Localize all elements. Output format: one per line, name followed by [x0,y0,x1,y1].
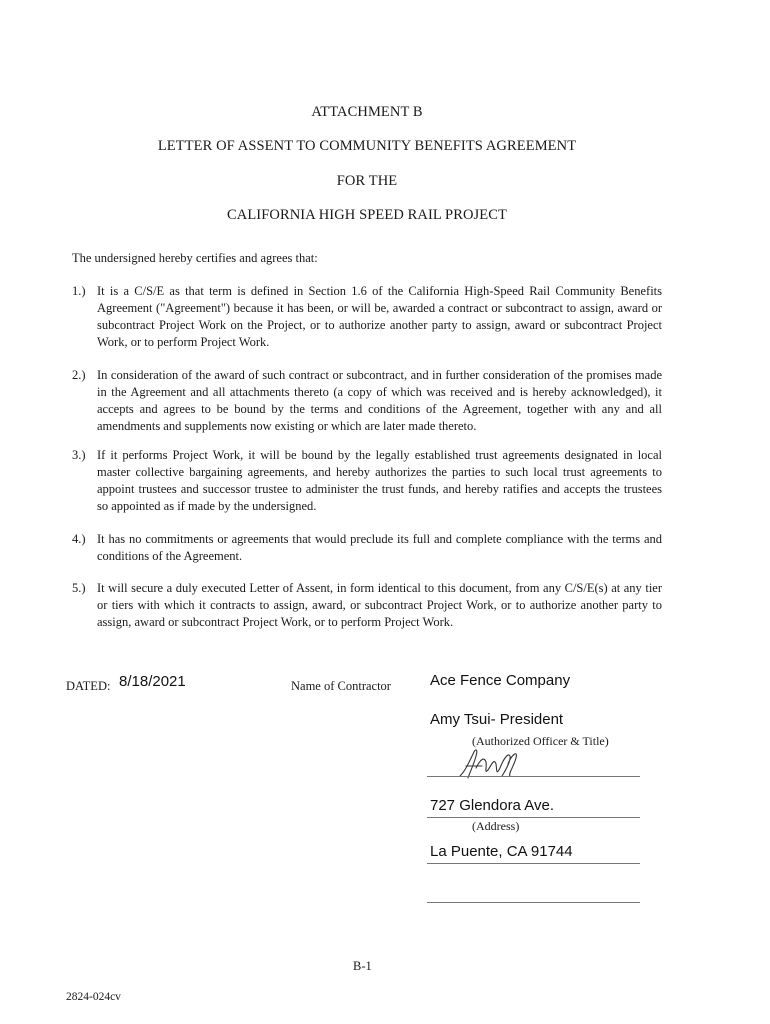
attachment-heading: ATTACHMENT B [311,104,423,120]
clause-number: 1.) [72,284,86,298]
title-for-the: FOR THE [336,173,398,189]
clause-text: It has no commitments or agreements that would preclude its full and complete compliance with the terms and conditions of the Agreement. [97,532,662,563]
city-state-zip-field[interactable]: La Puente, CA 91744 [430,843,573,860]
project-name: CALIFORNIA HIGH SPEED RAIL PROJECT [227,207,507,223]
clause-number: 5.) [72,581,86,595]
clause-text: It is a C/S/E as that term is defined in Section 1.6 of the California High-Speed Rail Community Benefits Agreement ("Agreement") because it has been, or will be, awarded a contract or subcontract to assign, award or subcontract Project Work on the Project, or to authorize another party to assign, award or subcontract Project Work, or to perform Project Work. [97,284,662,349]
signature-line [427,776,640,777]
clause-text: In consideration of the award of such contract or subcontract, and in further consideration of the promises made in the Agreement and all attachments thereto (a copy of which was received and is hereby acknowledged), it accepts and agrees to be bound by the terms and conditions of the Agreement, together with any and all amendments and supplements now existing or which are later made thereto. [97,368,662,433]
clause-number: 2.) [72,368,86,382]
officer-caption: (Authorized Officer & Title) [472,734,609,748]
address-field[interactable]: 727 Glendora Ave. [430,797,554,814]
dated-field[interactable]: 8/18/2021 [119,673,186,690]
document-code: 2824-024cv [66,991,121,1003]
intro-statement: The undersigned hereby certifies and agrees that: [72,251,318,265]
clause-1 [72,283,662,351]
clause-text: It will secure a duly executed Letter of Assent, in form identical to this document, from any C/S/E(s) at any tier or tiers with which it contracts to assign, award, or subcontract Project Work, or to authorize another party to assign, award or subcontract Project Work, or to perform Project Work. [97,581,662,629]
blank-line [427,902,640,903]
clause-text: If it performs Project Work, it will be bound by the legally established trust agreements designated in local master collective bargaining agreements, and hereby authorizes the parties to such local trust agreements to appoint trustees and successor trustee to administer the trust funds, and hereby ratifies and accepts the trustees so appointed as if made by the undersigned. [97,448,662,513]
clause-number: 4.) [72,532,86,546]
address-caption: (Address) [472,819,520,833]
city-line [427,863,640,864]
clause-4 [72,531,662,565]
officer-title-field[interactable]: Amy Tsui- President [430,711,564,728]
address-line [427,817,640,818]
contractor-label: Name of Contractor [291,679,391,693]
clause-2 [72,367,662,435]
page-number: B-1 [353,959,372,973]
clause-5 [72,580,662,631]
signature-image [456,746,528,784]
contractor-name-field[interactable]: Ace Fence Company [430,672,571,689]
clause-3 [72,447,662,515]
dated-label: DATED: [66,679,111,693]
document-title: LETTER OF ASSENT TO COMMUNITY BENEFITS AGREEMENT [157,138,577,154]
clause-number: 3.) [72,448,86,462]
